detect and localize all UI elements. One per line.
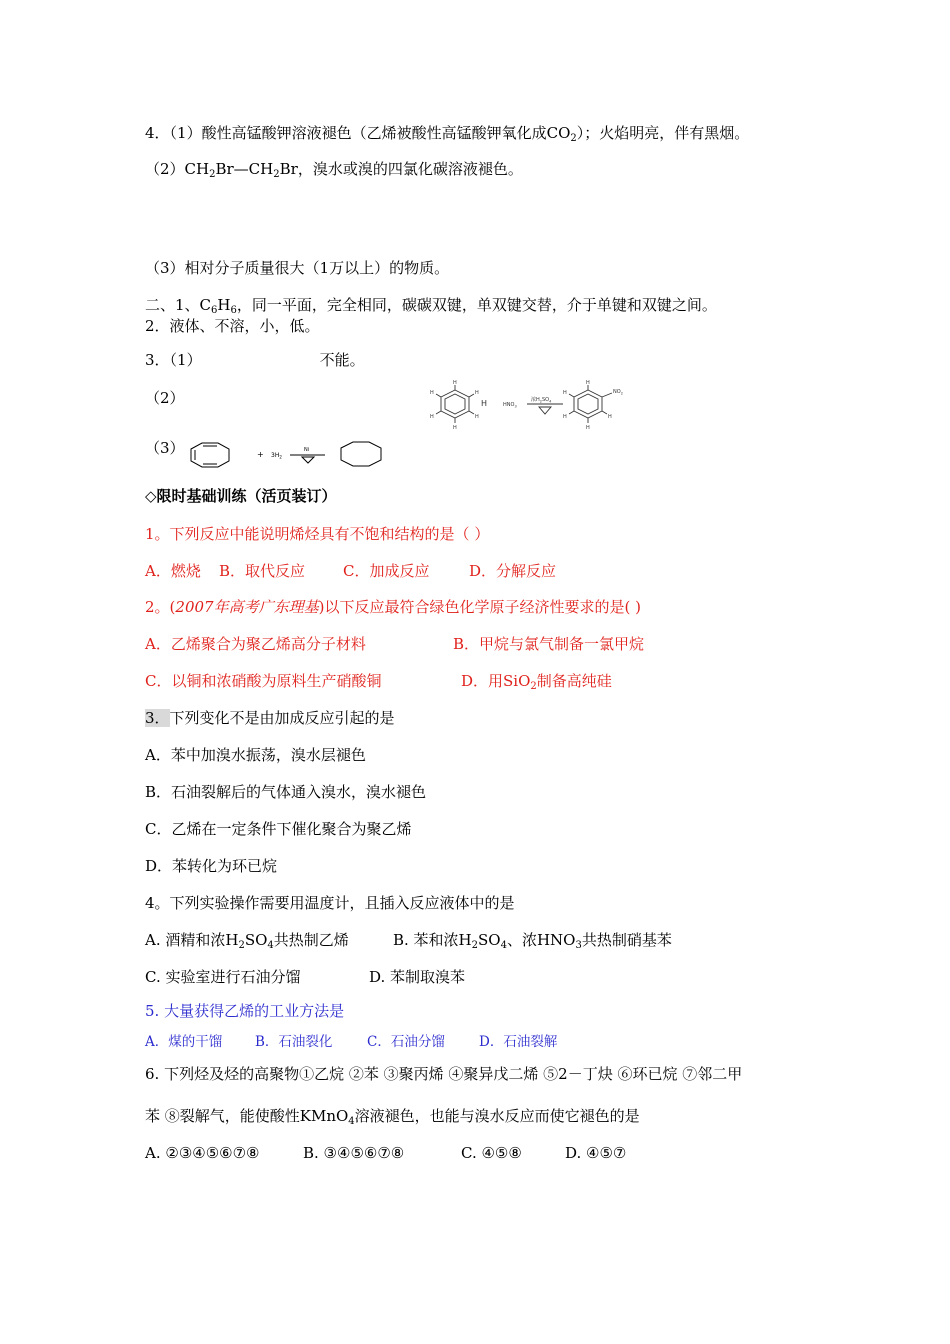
q6-option-a[interactable]: A. ②③④⑤⑥⑦⑧ [145, 1144, 260, 1162]
answer-b3-2: （2） [145, 389, 185, 407]
q4-options-row1 [145, 930, 672, 950]
q4-option-d[interactable]: D. 苯制取溴苯 [369, 968, 466, 986]
section-title: ◇限时基础训练（活页装订） [145, 487, 337, 505]
q3-option-c[interactable]: C．乙烯在一定条件下催化聚合为聚乙烯 [145, 820, 412, 838]
q4-option-b[interactable]: B. 苯和浓$H_2SO_4$、浓$HNO_3$共热制硝基苯 [393, 931, 672, 951]
svg-text:H: H [608, 414, 612, 420]
svg-text:H: H [475, 414, 479, 420]
answer-b1: 二、1、$C_6H_6$，同一平面，完全相同，碳碳双键，单双键交替，介于单键和双键之间。 [145, 296, 717, 316]
svg-text:+: + [257, 450, 264, 459]
q5-option-c[interactable]: C．石油分馏 [367, 1034, 445, 1050]
q6-stem-line2: 苯 ⑧裂解气，能使酸性KMnO$_4$溶液褪色，也能与溴水反应而使它褪色的是 [145, 1107, 640, 1127]
q1-option-d[interactable]: D．分解反应 [469, 562, 557, 580]
q6-option-d[interactable]: D. ④⑤⑦ [565, 1144, 627, 1162]
nitration-reaction-diagram [425, 378, 640, 430]
q2-option-c[interactable]: C．以铜和浓硝酸为原料生产硝酸铜 [145, 672, 382, 690]
svg-text:H: H [586, 425, 590, 430]
q5-options [145, 1032, 557, 1052]
q6-option-c[interactable]: C. ④⑤⑧ [461, 1144, 522, 1162]
q2-option-a[interactable]: A．乙烯聚合为聚乙烯高分子材料 [145, 635, 366, 653]
q6-stem-line1: 6. 下列烃及烃的高聚物①乙烷 ②苯 ③聚丙烯 ④聚异戊二烯 ⑤2－丁炔 ⑥环已烷 ⑦邻二甲 [145, 1065, 743, 1083]
q2-options-row1 [145, 634, 644, 654]
svg-text:H: H [586, 380, 590, 386]
svg-text:H: H [453, 425, 457, 430]
q4-options-row2 [145, 967, 465, 987]
q1-stem: 1。下列反应中能说明烯烃具有不饱和结构的是（ ） [145, 525, 490, 543]
q1-option-b[interactable]: B．取代反应 [219, 562, 306, 580]
q2-options-row2 [145, 671, 612, 691]
answer-b2: 2．液体、不溶，小，低。 [145, 317, 320, 335]
svg-text:NO2: $NO_2$ [613, 389, 623, 396]
answer-4-1: 4．（1）酸性高锰酸钾溶液褪色（乙烯被酸性高锰酸钾氧化成$CO_2$）；火焰明亮，伴有黑烟。 [145, 124, 750, 144]
answer-4-2: $(2)CH_2Br—CH_2Br$，溴水或溴的四氯化碳溶液褪色。 [145, 160, 523, 180]
q5-option-a[interactable]: A．煤的干馏 [145, 1034, 223, 1050]
svg-text:H: H [430, 414, 434, 420]
answer-b3-1: 3．（1） 不能。 [145, 351, 365, 369]
q3-stem: 3．下列变化不是由加成反应引起的是 [145, 709, 395, 727]
answer-b3-3: （3） [145, 439, 185, 457]
svg-text:H: H [430, 390, 434, 396]
q5-option-b[interactable]: B．石油裂化 [255, 1034, 333, 1050]
hydrogenation-reaction-diagram [185, 436, 390, 472]
q5-stem: 5. 大量获得乙烯的工业方法是 [145, 1002, 345, 1020]
q3-option-d[interactable]: D．苯转化为环已烷 [145, 857, 278, 875]
q6-option-b[interactable]: B. ③④⑤⑥⑦⑧ [303, 1144, 405, 1162]
q4-stem: 4。下列实验操作需要用温度计，且插入反应液体中的是 [145, 894, 515, 912]
q2-option-b[interactable]: B．甲烷与氯气制备一氯甲烷 [453, 635, 645, 653]
svg-text:H: H [453, 380, 457, 386]
q2-option-d[interactable]: D．用SiO$_2$制备高纯硅 [461, 672, 612, 692]
answer-4-3: （3）相对分子质量很大（1万以上）的物质。 [145, 259, 450, 277]
q4-option-c[interactable]: C. 实验室进行石油分馏 [145, 968, 301, 986]
svg-text:3H2: $3H_2$ [271, 452, 282, 460]
q1-option-c[interactable]: C．加成反应 [343, 562, 430, 580]
q3-option-b[interactable]: B．石油裂解后的气体通入溴水，溴水褪色 [145, 783, 427, 801]
q6-options [145, 1143, 626, 1163]
q1-options [145, 561, 556, 581]
q4-option-a[interactable]: A. 酒精和浓$H_2SO_4$共热制乙烯 [145, 931, 349, 951]
svg-text:H: H [563, 414, 567, 420]
svg-text:H: H [481, 399, 488, 408]
q2-stem: 2。(2007年高考广东理基)以下反应最符合绿色化学原子经济性要求的是( ) [145, 598, 641, 616]
q3-option-a[interactable]: A．苯中加溴水振荡，溴水层褪色 [145, 746, 366, 764]
svg-text:浓H2SO4: 浓$H_2SO_4$ [531, 397, 552, 404]
svg-text:H: H [475, 390, 479, 396]
svg-text:Ni: Ni [304, 447, 310, 453]
q5-option-d[interactable]: D．石油裂解 [479, 1034, 558, 1050]
svg-text:HNO3: $HNO_3$ [503, 402, 517, 409]
q1-option-a[interactable]: A．燃烧 [145, 562, 201, 580]
svg-text:H: H [563, 390, 567, 396]
